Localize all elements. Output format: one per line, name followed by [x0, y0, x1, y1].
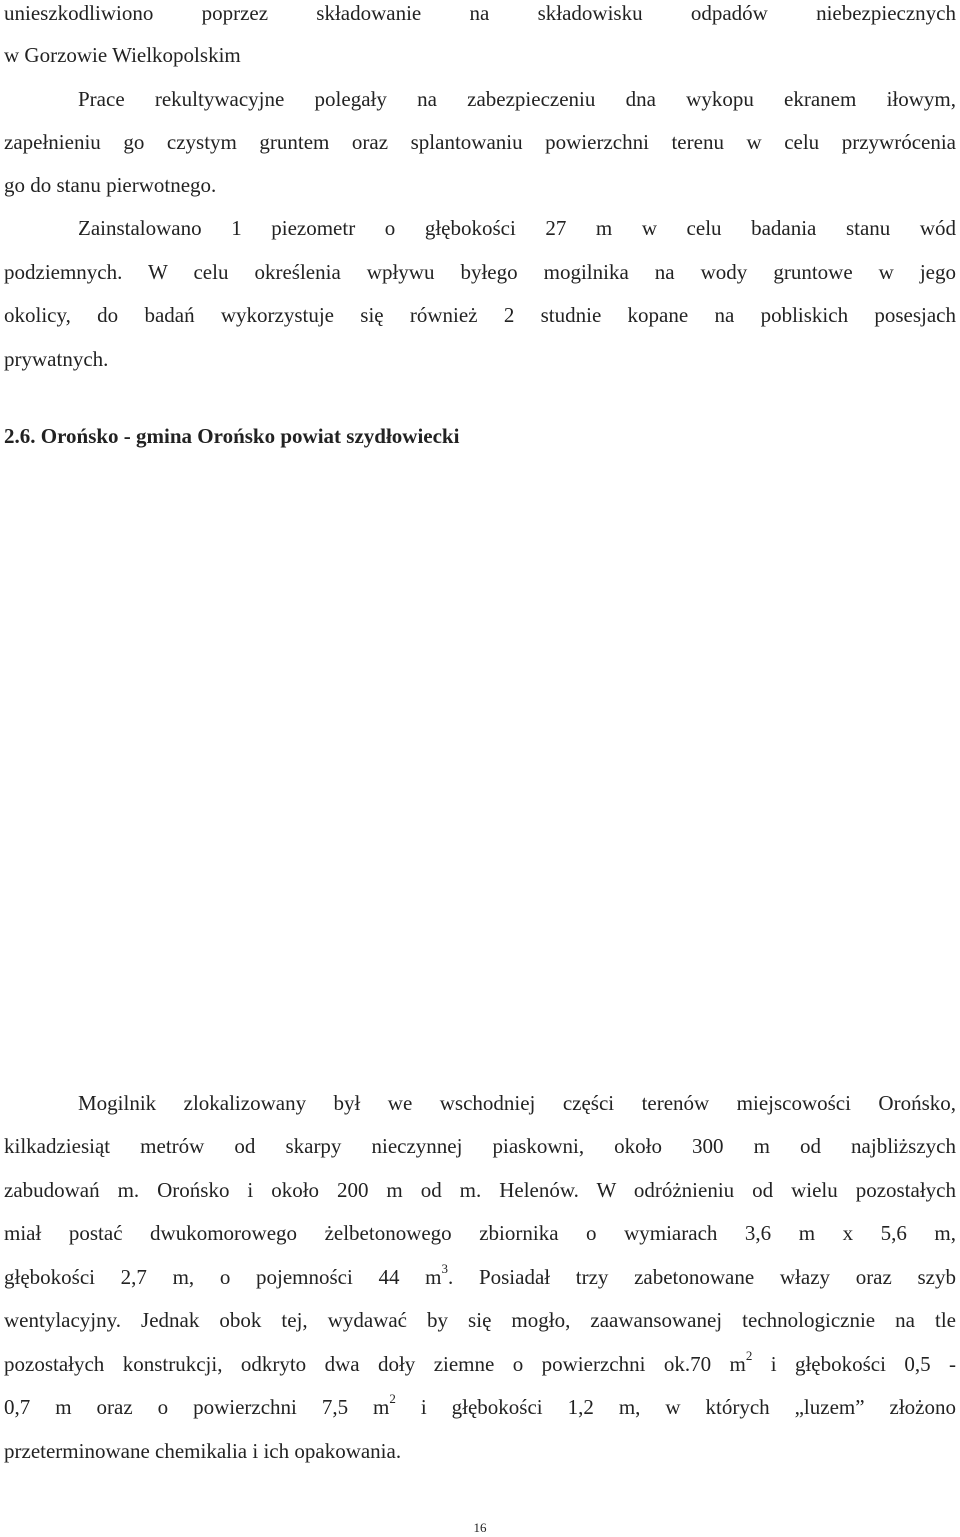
superscript-cubed: 3 [441, 1261, 449, 1276]
section-heading: 2.6. Orońsko - gmina Orońsko powiat szydłowiecki [4, 424, 460, 448]
paragraph-2-line-3: go do stanu pierwotnego. [4, 173, 217, 197]
paragraph-1-line-2: w Gorzowie Wielkopolskim [4, 43, 241, 67]
paragraph-3-line-2: podziemnych. W celu określenia wpływu byłego mogilnika na wody gruntowe w jego [4, 260, 956, 284]
paragraph-4-line-8 [4, 1391, 956, 1420]
superscript-squared: 2 [389, 1391, 396, 1406]
paragraph-4-line-5-text-b: . Posiadał trzy zabetonowane włazy oraz szyb [448, 1265, 956, 1289]
paragraph-4-line-5-text-a: głębokości 2,7 m, o pojemności 44 m [4, 1265, 442, 1289]
paragraph-4-line-4: miał postać dwukomorowego żelbetonowego zbiornika o wymiarach 3,6 m x 5,6 m, [4, 1221, 956, 1245]
paragraph-4-line-1: Mogilnik zlokalizowany był we wschodniej części terenów miejscowości Orońsko, [78, 1091, 956, 1115]
paragraph-4-line-9: przeterminowane chemikalia i ich opakowania. [4, 1439, 402, 1463]
paragraph-2-line-2: zapełnieniu go czystym gruntem oraz splantowaniu powierzchni terenu w celu przywrócenia [4, 130, 956, 154]
paragraph-4-line-7 [4, 1348, 956, 1377]
paragraph-3-line-3: okolicy, do badań wykorzystuje się również 2 studnie kopane na pobliskich posesjach [4, 303, 956, 327]
paragraph-4-line-6: wentylacyjny. Jednak obok tej, wydawać by się mogło, zaawansowanej technologicznie na tle [4, 1308, 956, 1332]
paragraph-4-line-2: kilkadziesiąt metrów od skarpy nieczynnej piaskowni, około 300 m od najbliższych [4, 1134, 956, 1158]
paragraph-2-line-1: Prace rekultywacyjne polegały na zabezpieczeniu dna wykopu ekranem iłowym, [78, 87, 956, 111]
paragraph-1-line-1: unieszkodliwiono poprzez składowanie na składowisku odpadów niebezpiecznych [4, 1, 956, 25]
paragraph-4-line-5 [4, 1261, 956, 1290]
paragraph-4-line-8-text-b: i głębokości 1,2 m, w których „luzem” złożono [395, 1395, 956, 1419]
paragraph-4-line-3: zabudowań m. Orońsko i około 200 m od m. Helenów. W odróżnieniu od wielu pozostałych [4, 1178, 956, 1202]
page-number: 16 [473, 1520, 487, 1535]
paragraph-4-line-7-text-b: i głębokości 0,5 - [752, 1352, 956, 1376]
paragraph-4-line-7-text-a: pozostałych konstrukcji, odkryto dwa doły ziemne o powierzchni ok.70 m [4, 1352, 746, 1376]
paragraph-3-line-4: prywatnych. [4, 347, 109, 371]
paragraph-4-line-8-text-a: 0,7 m oraz o powierzchni 7,5 m [4, 1395, 390, 1419]
superscript-squared: 2 [745, 1348, 753, 1363]
paragraph-3-line-1: Zainstalowano 1 piezometr o głębokości 27 m w celu badania stanu wód [78, 216, 956, 240]
